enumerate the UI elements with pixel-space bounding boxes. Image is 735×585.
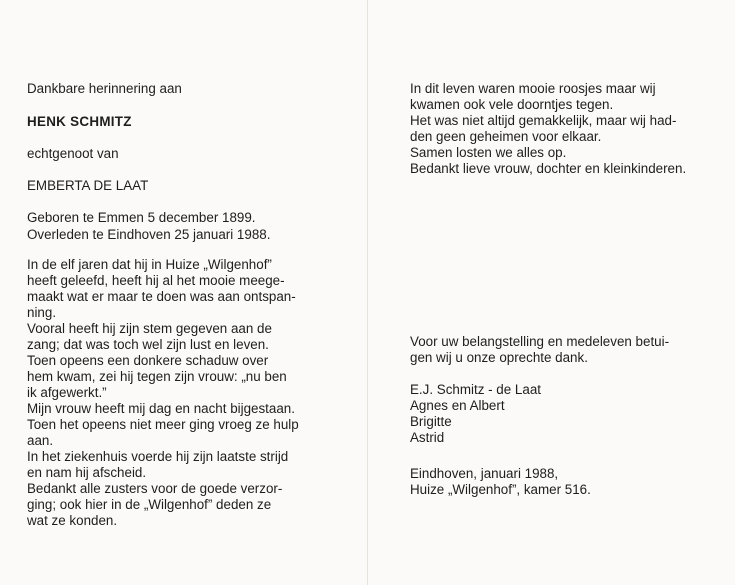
family-list: [410, 382, 541, 446]
text-line: In de elf jaren dat hij in Huize „Wilgenhof”: [27, 257, 272, 272]
text-line: maakt wat er maar te doen was aan ontspan-: [27, 289, 296, 304]
card-fold-line: [367, 0, 368, 585]
text-line: Mijn vrouw heeft mij dag en nacht bijgestaan.: [27, 401, 295, 416]
text-line: ging; ook hier in de „Wilgenhof” deden ze: [27, 497, 272, 512]
text-line: hem kwam, zei hij tegen zijn vrouw: „nu ben: [27, 369, 287, 384]
family-member: Astrid: [410, 430, 445, 445]
memorial-text: [27, 257, 299, 529]
text-line: aan.: [27, 433, 54, 448]
poem-line: Het was niet altijd gemakkelijk, maar wij had-: [410, 113, 677, 128]
text-line: wat ze konden.: [27, 513, 118, 528]
poem-line: den geen geheimen voor elkaar.: [410, 129, 602, 144]
text-line: Bedankt alle zusters voor de goede verzor-: [27, 481, 283, 496]
poem: [410, 81, 686, 177]
death-line: Overleden te Eindhoven 25 januari 1988.: [27, 227, 271, 242]
closing: [410, 466, 591, 498]
text-line: Toen het opeens niet meer ging vroeg ze hulp: [27, 417, 299, 432]
text-line: ning.: [27, 305, 57, 320]
spouse-name: EMBERTA DE LAAT: [27, 178, 149, 193]
text-line: ik afgewerkt.”: [27, 385, 107, 400]
text-line: zang; dat was toch wel zijn lust en leven.: [27, 337, 269, 352]
deceased-name: HENK SCHMITZ: [27, 114, 132, 129]
text-line: heeft geleefd, heeft hij al het mooie meege-: [27, 273, 285, 288]
address-line: Huize „Wilgenhof”, kamer 516.: [410, 482, 591, 497]
relation-text: echtgenoot van: [27, 146, 119, 161]
poem-line: In dit leven waren mooie roosjes maar wij: [410, 81, 656, 96]
place-date: Eindhoven, januari 1988,: [410, 466, 559, 481]
birth-line: Geboren te Emmen 5 december 1899.: [27, 210, 256, 225]
intro-text: Dankbare herinnering aan: [27, 81, 182, 96]
text-line: Toen opeens een donkere schaduw over: [27, 353, 269, 368]
family-member: Agnes en Albert: [410, 398, 505, 413]
thanks-line: Voor uw belangstelling en medeleven betui-: [410, 334, 670, 349]
family-member: E.J. Schmitz - de Laat: [410, 382, 541, 397]
family-member: Brigitte: [410, 414, 452, 429]
text-line: Vooral heeft hij zijn stem gegeven aan de: [27, 321, 272, 336]
poem-line: Bedankt lieve vrouw, dochter en kleinkinderen.: [410, 161, 687, 176]
thanks-text: [410, 334, 669, 366]
thanks-line: gen wij u onze oprechte dank.: [410, 350, 588, 365]
text-line: en nam hij afscheid.: [27, 465, 147, 480]
poem-line: kwamen ook vele doorntjes tegen.: [410, 97, 614, 112]
poem-line: Samen losten we alles op.: [410, 145, 567, 160]
text-line: In het ziekenhuis voerde hij zijn laatste strijd: [27, 449, 289, 464]
